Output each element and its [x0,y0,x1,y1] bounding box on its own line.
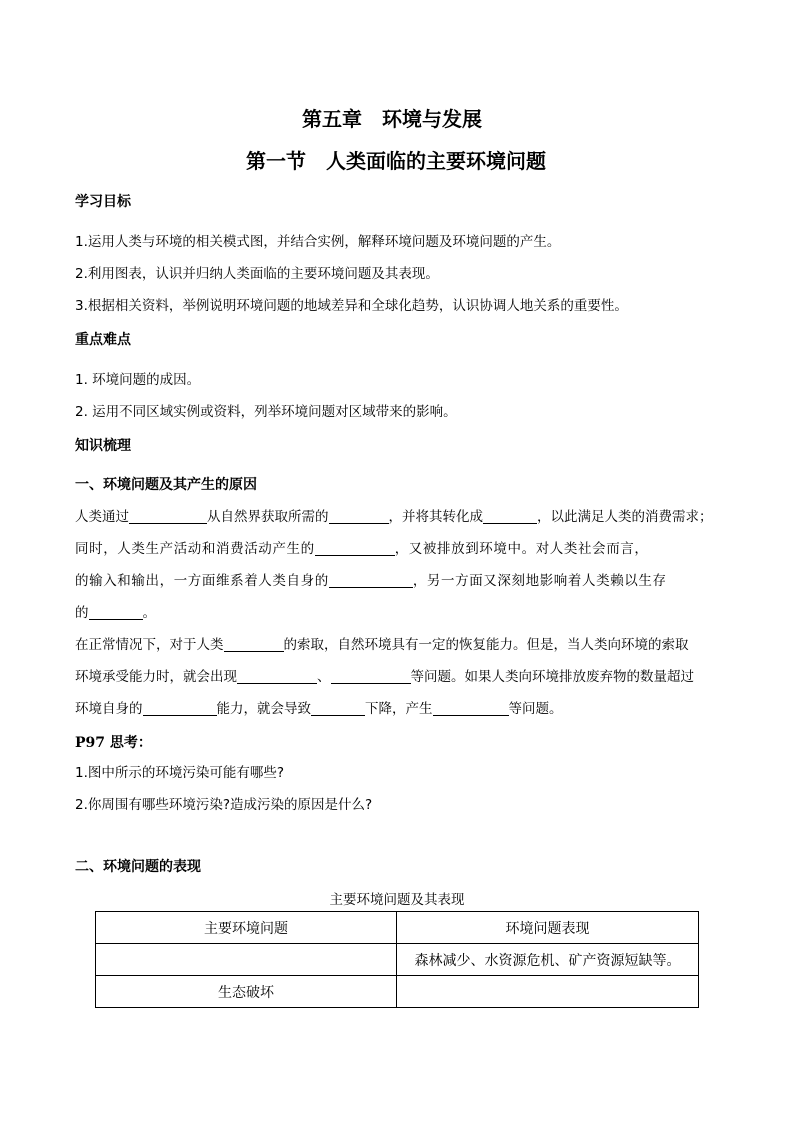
key-point-item: 2. 运用不同区域实例或资料，列举环境问题对区域带来的影响。 [75,404,457,420]
paragraph-line: 同时，人类生产活动和消费活动产生的 ，又被排放到环境中。对人类社会而言， [75,541,649,557]
fill-blank[interactable] [483,509,537,524]
key-point-item: 1. 环境问题的成因。 [75,372,201,388]
table-cell: 生态破坏 [96,976,397,1008]
fill-blank[interactable] [329,573,413,588]
table-cell: 森林减少、水资源危机、矿产资源短缺等。 [397,944,699,976]
section1-heading: 一、环境问题及其产生的原因 [75,477,257,493]
think-question: 2.你周围有哪些环境污染?造成污染的原因是什么? [75,797,373,813]
objectives-heading: 学习目标 [75,194,131,210]
table-header-cell: 环境问题表现 [397,912,699,944]
paragraph-line: 人类通过 从自然界获取所需的 ，并将其转化成 ，以此满足人类的消费需求； [75,509,713,525]
section-title: 第一节 人类面临的主要环境问题 [246,149,546,173]
table-row [96,976,699,1008]
knowledge-heading: 知识梳理 [75,438,131,454]
fill-blank[interactable] [315,541,395,556]
chapter-title: 第五章 环境与发展 [302,107,482,131]
paragraph-line: 的输入和输出，一方面维系着人类自身的 ，另一方面又深刻地影响着人类赖以生存 [75,573,667,589]
paragraph-line: 环境自身的 能力，就会导致 下降，产生 等问题。 [75,701,563,717]
fill-blank[interactable] [311,701,365,716]
key-points-heading: 重点难点 [75,332,131,348]
paragraph-line: 的 。 [75,605,156,621]
fill-blank[interactable] [224,637,284,652]
paragraph-line: 在正常情况下，对于人类 的索取，自然环境具有一定的恢复能力。但是，当人类向环境的索取 [75,637,689,653]
think-heading: P97 思考： [75,735,152,751]
fill-blank[interactable] [143,701,217,716]
section2-heading: 二、环境问题的表现 [75,859,201,875]
table-cell[interactable] [96,944,397,976]
table-header-row [96,912,699,944]
fill-blank[interactable] [237,669,317,684]
objective-item: 1.运用人类与环境的相关模式图，并结合实例，解释环境问题及环境问题的产生。 [75,234,561,250]
fill-blank[interactable] [331,669,411,684]
paragraph-line: 环境承受能力时，就会出现 、 等问题。如果人类向环境排放废弃物的数量超过 [75,669,694,685]
fill-blank[interactable] [433,701,509,716]
fill-blank[interactable] [89,605,143,620]
fill-blank[interactable] [329,509,389,524]
think-question: 1.图中所示的环境污染可能有哪些? [75,765,285,781]
fill-blank[interactable] [129,509,207,524]
objective-item: 2.利用图表，认识并归纳人类面临的主要环境问题及其表现。 [75,266,439,282]
table-cell[interactable] [397,976,699,1008]
environment-problems-table [95,911,699,1008]
table-row [96,944,699,976]
objective-item: 3.根据相关资料，举例说明环境问题的地域差异和全球化趋势，认识协调人地关系的重要性。 [75,298,628,314]
table-caption: 主要环境问题及其表现 [329,892,465,908]
table-header-cell: 主要环境问题 [96,912,397,944]
